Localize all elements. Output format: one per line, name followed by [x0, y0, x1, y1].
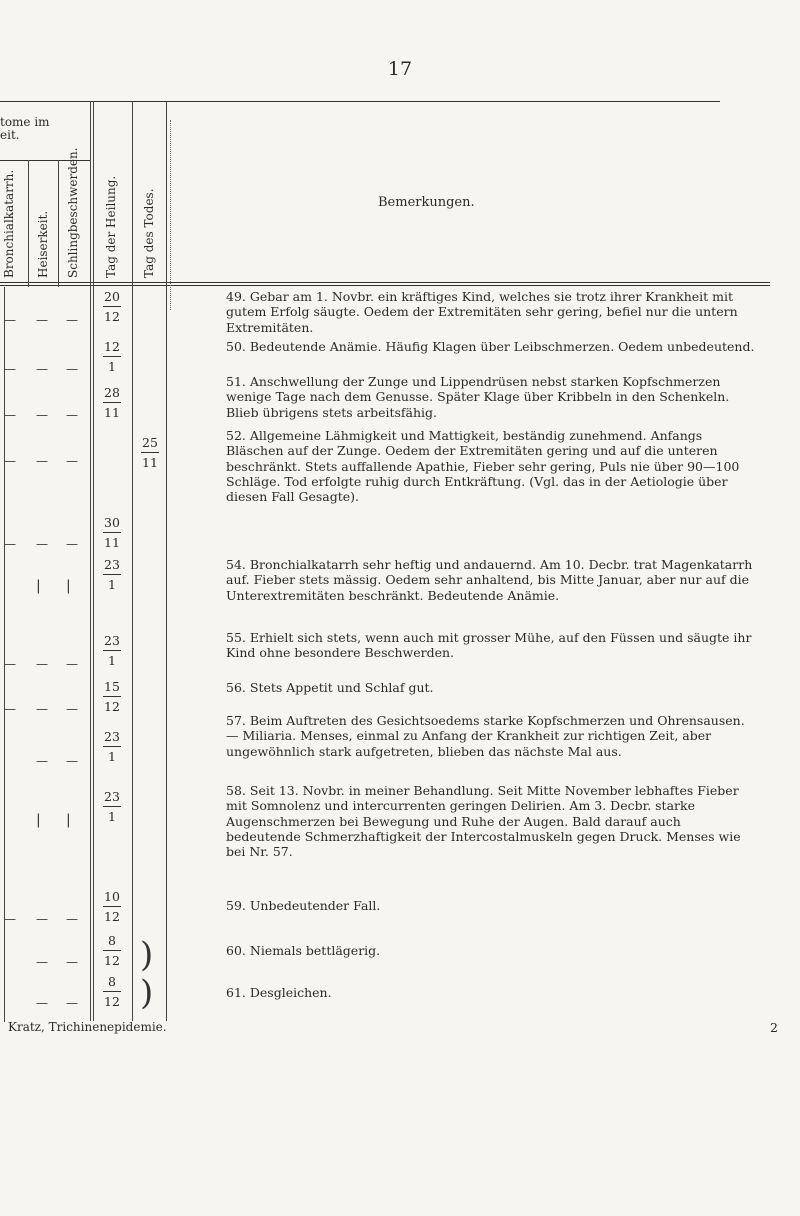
cell-dash: — [66, 702, 78, 716]
heilung-day: 23 [104, 633, 120, 648]
cell-bar: | [36, 812, 41, 828]
cell-dash: — [36, 996, 48, 1010]
cell-bar: | [66, 578, 71, 594]
footer-signature-number: 2 [770, 1020, 778, 1035]
col-header-todes: Tag des Todes. [142, 188, 156, 278]
heilung-day: 15 [104, 679, 120, 694]
cell-dash: — [4, 702, 16, 716]
col-header-bronchialkatarrh: Bronchialkatarrh. [2, 169, 16, 278]
remark-entry [226, 680, 758, 695]
case-number: 57. [226, 713, 246, 728]
col-header-heiserkeit: Heiserkeit. [36, 210, 50, 278]
column-divider [28, 160, 29, 287]
case-number: 59. [226, 898, 246, 913]
cell-dash: — [66, 454, 78, 468]
column-divider [90, 101, 91, 1021]
heilung-month: 12 [104, 953, 120, 968]
todes-day: 25 [142, 435, 158, 450]
remark-text: Allgemeine Lähmigkeit und Mattigkeit, beständig zunehmend. Anfangs Bläschen auf der Zunge. Oedem der Extremitäten gering und auf die unteren beschränkt. Stets auffallende Apathie, Fieber sehr gering, Puls nie über 90—100 Schläge. Tod erfolgte ruhig durch Entkräftung. (Vgl. das in der Aetiologie über diesen Fall Gesagte). [226, 428, 740, 505]
remark-text: Unbedeutender Fall. [249, 898, 381, 913]
heilung-month: 12 [104, 994, 120, 1009]
remark-text: Beim Auftreten des Gesichtsoedems starke Kopfschmerzen und Ohrensausen. — Miliaria. Menses, einmal zu Anfang der Krankheit zur richtigen Zeit, aber ungewöhnlich stark aufgetreten, blieben das nächste Mal aus. [226, 713, 745, 759]
col-header-heilung: Tag der Heilung. [104, 175, 118, 278]
cell-dash: — [66, 362, 78, 376]
case-number: 61. [226, 985, 246, 1000]
remark-entry [226, 428, 758, 504]
heilung-month: 12 [104, 309, 120, 324]
heilung-day: 8 [108, 974, 116, 989]
case-number: 56. [226, 680, 246, 695]
heilung-day: 8 [108, 933, 116, 948]
cell-dash: — [36, 657, 48, 671]
cell-dash: — [36, 362, 48, 376]
heilung-month: 1 [108, 359, 116, 374]
cell-dash: — [36, 912, 48, 926]
remark-entry [226, 943, 758, 958]
heilung-date [92, 730, 132, 764]
cell-dash: — [36, 955, 48, 969]
column-divider-dotted [170, 120, 171, 310]
heilung-month: 12 [104, 699, 120, 714]
remark-entry [226, 783, 758, 859]
cell-dash: — [4, 454, 16, 468]
cell-bar: | [66, 812, 71, 828]
footer-citation: Kratz, Trichinenepidemie. [8, 1020, 167, 1034]
header-group-label [0, 116, 50, 142]
header-bottom-rule [0, 282, 770, 283]
remark-text: Anschwellung der Zunge und Lippendrüsen nebst starken Kopfschmerzen wenige Tage nach dem Genusse. Später Klage über Kribbeln in den Schenkeln. Blieb übrigens stets arbeitsfähig. [226, 374, 730, 420]
cell-dash: — [66, 657, 78, 671]
remark-text: Niemals bettlägerig. [249, 943, 381, 958]
cell-dash: — [66, 754, 78, 768]
heilung-month: 1 [108, 653, 116, 668]
heilung-date [92, 975, 132, 1009]
heilung-day: 10 [104, 889, 120, 904]
heilung-month: 1 [108, 809, 116, 824]
heilung-day: 23 [104, 557, 120, 572]
cell-dash: — [4, 537, 16, 551]
heilung-date [92, 790, 132, 824]
remark-text: Seit 13. Novbr. in meiner Behandlung. Seit Mitte November lebhaftes Fieber mit Somnolenz und intercurrenten geringen Delirien. Am 3. Decbr. starke Augenschmerzen bei Bewegung und Ruhe der Augen. Bald darauf auch bedeutende Schmerzhaftigkeit der Intercostalmuskeln gegen Druck. Menses wie bei Nr. 57. [226, 783, 741, 860]
cell-dash: — [36, 702, 48, 716]
cell-dash: — [36, 313, 48, 327]
heilung-month: 11 [104, 405, 120, 420]
remark-entry [226, 374, 758, 420]
heilung-date [92, 516, 132, 550]
remark-entry [226, 339, 758, 354]
heilung-date [92, 934, 132, 968]
case-number: 49. [226, 289, 246, 304]
heilung-day: 30 [104, 515, 120, 530]
col-header-bemerkungen: Bemerkungen. [378, 195, 475, 210]
case-number: 51. [226, 374, 246, 389]
heilung-date [92, 890, 132, 924]
remark-entry [226, 557, 758, 603]
heilung-day: 12 [104, 339, 120, 354]
remark-text: Bronchialkatarrh sehr heftig und andauernd. Am 10. Decbr. trat Magenkatarrh auf. Fieber stets mässig. Oedem sehr anhaltend, bis Mitte Januar, aber nur auf die Unterextremitäten beschränkt. Bedeutende Anämie. [226, 557, 753, 603]
page-number: 17 [387, 58, 413, 80]
case-number: 54. [226, 557, 246, 572]
header-group-label-line2: eit. [0, 128, 20, 142]
remark-entry [226, 898, 758, 913]
cell-dash: — [4, 657, 16, 671]
cell-bar: | [36, 578, 41, 594]
remark-text: Desgleichen. [249, 985, 332, 1000]
heilung-month: 11 [104, 535, 120, 550]
cell-dash: — [4, 912, 16, 926]
case-number: 55. [226, 630, 246, 645]
cell-dash: — [36, 408, 48, 422]
table-top-rule [0, 101, 720, 102]
heilung-date [92, 386, 132, 420]
heilung-day: 23 [104, 729, 120, 744]
cell-dash: — [4, 408, 16, 422]
header-bottom-rule-2 [0, 285, 770, 286]
cell-dash: — [66, 912, 78, 926]
heilung-date [92, 340, 132, 374]
heilung-date [92, 290, 132, 324]
case-number: 50. [226, 339, 246, 354]
todes-date [130, 436, 170, 470]
cell-dash: — [4, 362, 16, 376]
case-number: 60. [226, 943, 246, 958]
column-divider [132, 101, 133, 1021]
todes-month: 11 [142, 455, 158, 470]
heilung-month: 1 [108, 749, 116, 764]
heilung-day: 28 [104, 385, 120, 400]
cell-dash: — [66, 955, 78, 969]
cell-dash: — [66, 537, 78, 551]
cell-dash: — [4, 313, 16, 327]
cell-dash: — [66, 996, 78, 1010]
cell-dash: — [36, 537, 48, 551]
heilung-date [92, 558, 132, 592]
remark-text: Gebar am 1. Novbr. ein kräftiges Kind, welches sie trotz ihrer Krankheit mit gutem Erfolg säugte. Oedem der Extremitäten sehr gering, befiel nur die untern Extremitäten. [226, 289, 738, 335]
cell-dash: — [66, 313, 78, 327]
bracket-mark: ) [140, 973, 154, 1013]
bracket-mark: ) [140, 935, 154, 975]
remark-text: Stets Appetit und Schlaf gut. [249, 680, 434, 695]
cell-dash: — [36, 754, 48, 768]
remark-entry [226, 713, 758, 759]
heilung-day: 23 [104, 789, 120, 804]
remark-text: Bedeutende Anämie. Häufig Klagen über Leibschmerzen. Oedem unbedeutend. [249, 339, 755, 354]
heilung-date [92, 680, 132, 714]
case-number: 58. [226, 783, 246, 798]
col-header-schlingbeschwerden: Schlingbeschwerden. [66, 147, 80, 278]
remark-text: Erhielt sich stets, wenn auch mit grosser Mühe, auf den Füssen und säugte ihr Kind ohne besondere Beschwerden. [226, 630, 752, 661]
cell-dash: — [66, 408, 78, 422]
remark-entry [226, 630, 758, 661]
heilung-month: 12 [104, 909, 120, 924]
heilung-month: 1 [108, 577, 116, 592]
heilung-date [92, 634, 132, 668]
column-divider [58, 160, 59, 287]
header-group-label-line1: tome im [0, 115, 50, 129]
heilung-day: 20 [104, 289, 120, 304]
remark-entry [226, 985, 758, 1000]
cell-dash: — [36, 454, 48, 468]
remark-entry [226, 289, 758, 335]
column-divider [166, 101, 167, 1021]
case-number: 52. [226, 428, 246, 443]
